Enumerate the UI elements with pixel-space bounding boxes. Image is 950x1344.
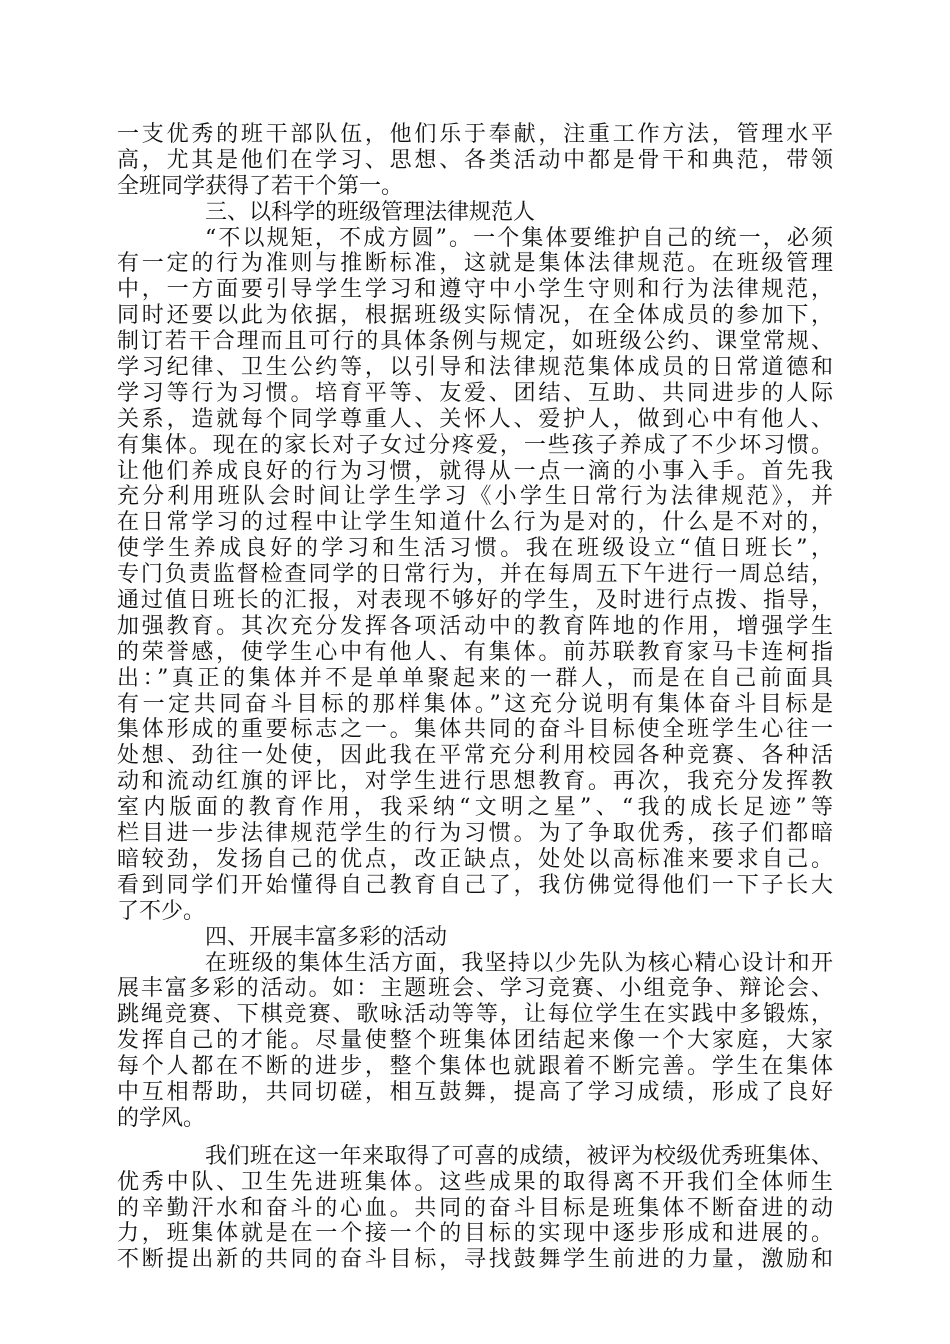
text-line: 在日常学习的过程中让学生知道什么行为是对的，什么是不对的， [117,510,833,536]
text-line: 使学生养成良好的学习和生活习惯。我在班级设立“值日班长”， [117,536,833,562]
text-line: 有一定共同奋斗目标的那样集体。”这充分说明有集体奋斗目标是 [117,691,833,717]
text-line: 制订若干合理而且可行的具体条例与规定，如班级公约、课堂常规、 [117,329,833,355]
text-line: 的荣誉感，使学生心中有他人、有集体。前苏联教育家马卡连柯指 [117,639,833,665]
text-line: 有集体。现在的家长对子女过分疼爱，一些孩子养成了不少坏习惯。 [117,432,833,458]
paragraph-2 [117,226,833,925]
paragraph-3 [117,951,833,1132]
text-line: 学习纪律、卫生公约等，以引导和法律规范集体成员的日常道德和 [117,355,833,381]
text-line: 室内版面的教育作用，我采纳“文明之星”、“我的成长足迹”等 [117,795,833,821]
paragraph-1 [117,122,833,200]
text-line: 关系，造就每个同学尊重人、关怀人、爱护人，做到心中有他人、 [117,406,833,432]
text-line: 跳绳竞赛、下棋竞赛、歌咏活动等等，让每位学生在实践中多锻炼， [117,1002,833,1028]
text-line: 通过值日班长的汇报，对表现不够好的学生，及时进行点拨、指导， [117,588,833,614]
text-line: 我们班在这一年来取得了可喜的成绩，被评为校级优秀班集体、 [205,1143,833,1169]
text-line: 集体形成的重要标志之一。集体共同的奋斗目标使全班学生心往一 [117,717,833,743]
text-line: 在班级的集体生活方面，我坚持以少先队为核心精心设计和开 [205,950,833,976]
text-line: 看到同学们开始懂得自己教育自己了，我仿佛觉得他们一下子长大 [117,872,833,898]
section-heading-3: 三、以科学的班级管理法律规范人 [205,199,536,225]
text-line: 学习等行为习惯。培育平等、友爱、团结、互助、共同进步的人际 [117,380,833,406]
text-line: 优秀中队、卫生先进班集体。这些成果的取得离不开我们全体师生 [117,1169,833,1195]
text-line: 暗较劲，发扬自己的优点，改正缺点，处处以高标准来要求自己。 [117,846,833,872]
text-line: 的学风。 [117,1105,206,1131]
text-line: 力，班集体就是在一个接一个的目标的实现中逐步形成和进展的。 [117,1221,833,1247]
text-line: 中，一方面要引导学生学习和遵守中小学生守则和行为法律规范， [117,277,833,303]
text-line: “不以规矩，不成方圆”。一个集体要维护自己的统一，必须 [205,225,833,251]
text-line: 发挥自己的才能。尽量使整个班集体团结起来像一个大家庭，大家 [117,1028,833,1054]
text-line: 出：”真正的集体并不是单单聚起来的一群人，而是在自己前面具 [117,665,833,691]
paragraph-spacer [117,1132,833,1144]
text-line: 处想、劲往一处使，因此我在平常充分利用校园各种竞赛、各种活 [117,743,833,769]
text-line: 展丰富多彩的活动。如：主题班会、学习竞赛、小组竞争、辩论会、 [117,976,833,1002]
text-line: 加强教育。其次充分发挥各项活动中的教育阵地的作用，增强学生 [117,613,833,639]
text-line: 的辛勤汗水和奋斗的心血。共同的奋斗目标是班集体不断奋进的动 [117,1195,833,1221]
text-line: 专门负责监督检查同学的日常行为，并在每周五下午进行一周总结， [117,562,833,588]
section-heading-4: 四、开展丰富多彩的活动 [205,924,448,950]
text-line: 充分利用班队会时间让学生学习《小学生日常行为法律规范》，并 [117,484,833,510]
document-page [117,122,833,1273]
text-line: 了不少。 [117,898,206,924]
text-line: 动和流动红旗的评比，对学生进行思想教育。再次，我充分发挥教 [117,769,833,795]
paragraph-4 [117,1144,833,1273]
text-line: 栏目进一步法律规范学生的行为习惯。为了争取优秀，孩子们都暗 [117,821,833,847]
text-line: 全班同学获得了若干个第一。 [117,173,404,199]
text-line: 有一定的行为准则与推断标准，这就是集体法律规范。在班级管理 [117,251,833,277]
text-line: 高，尤其是他们在学习、思想、各类活动中都是骨干和典范，带领 [117,147,833,173]
text-line: 不断提出新的共同的奋斗目标，寻找鼓舞学生前进的力量，激励和 [117,1247,833,1273]
text-line: 让他们养成良好的行为习惯，就得从一点一滴的小事入手。首先我 [117,458,833,484]
text-line: 同时还要以此为依据，根据班级实际情况，在全体成员的参加下， [117,303,833,329]
text-line: 中互相帮助，共同切磋，相互鼓舞，提高了学习成绩，形成了良好 [117,1079,833,1105]
text-line: 一支优秀的班干部队伍，他们乐于奉献，注重工作方法，管理水平 [117,122,833,147]
text-line: 每个人都在不断的进步，整个集体也就跟着不断完善。学生在集体 [117,1054,833,1080]
